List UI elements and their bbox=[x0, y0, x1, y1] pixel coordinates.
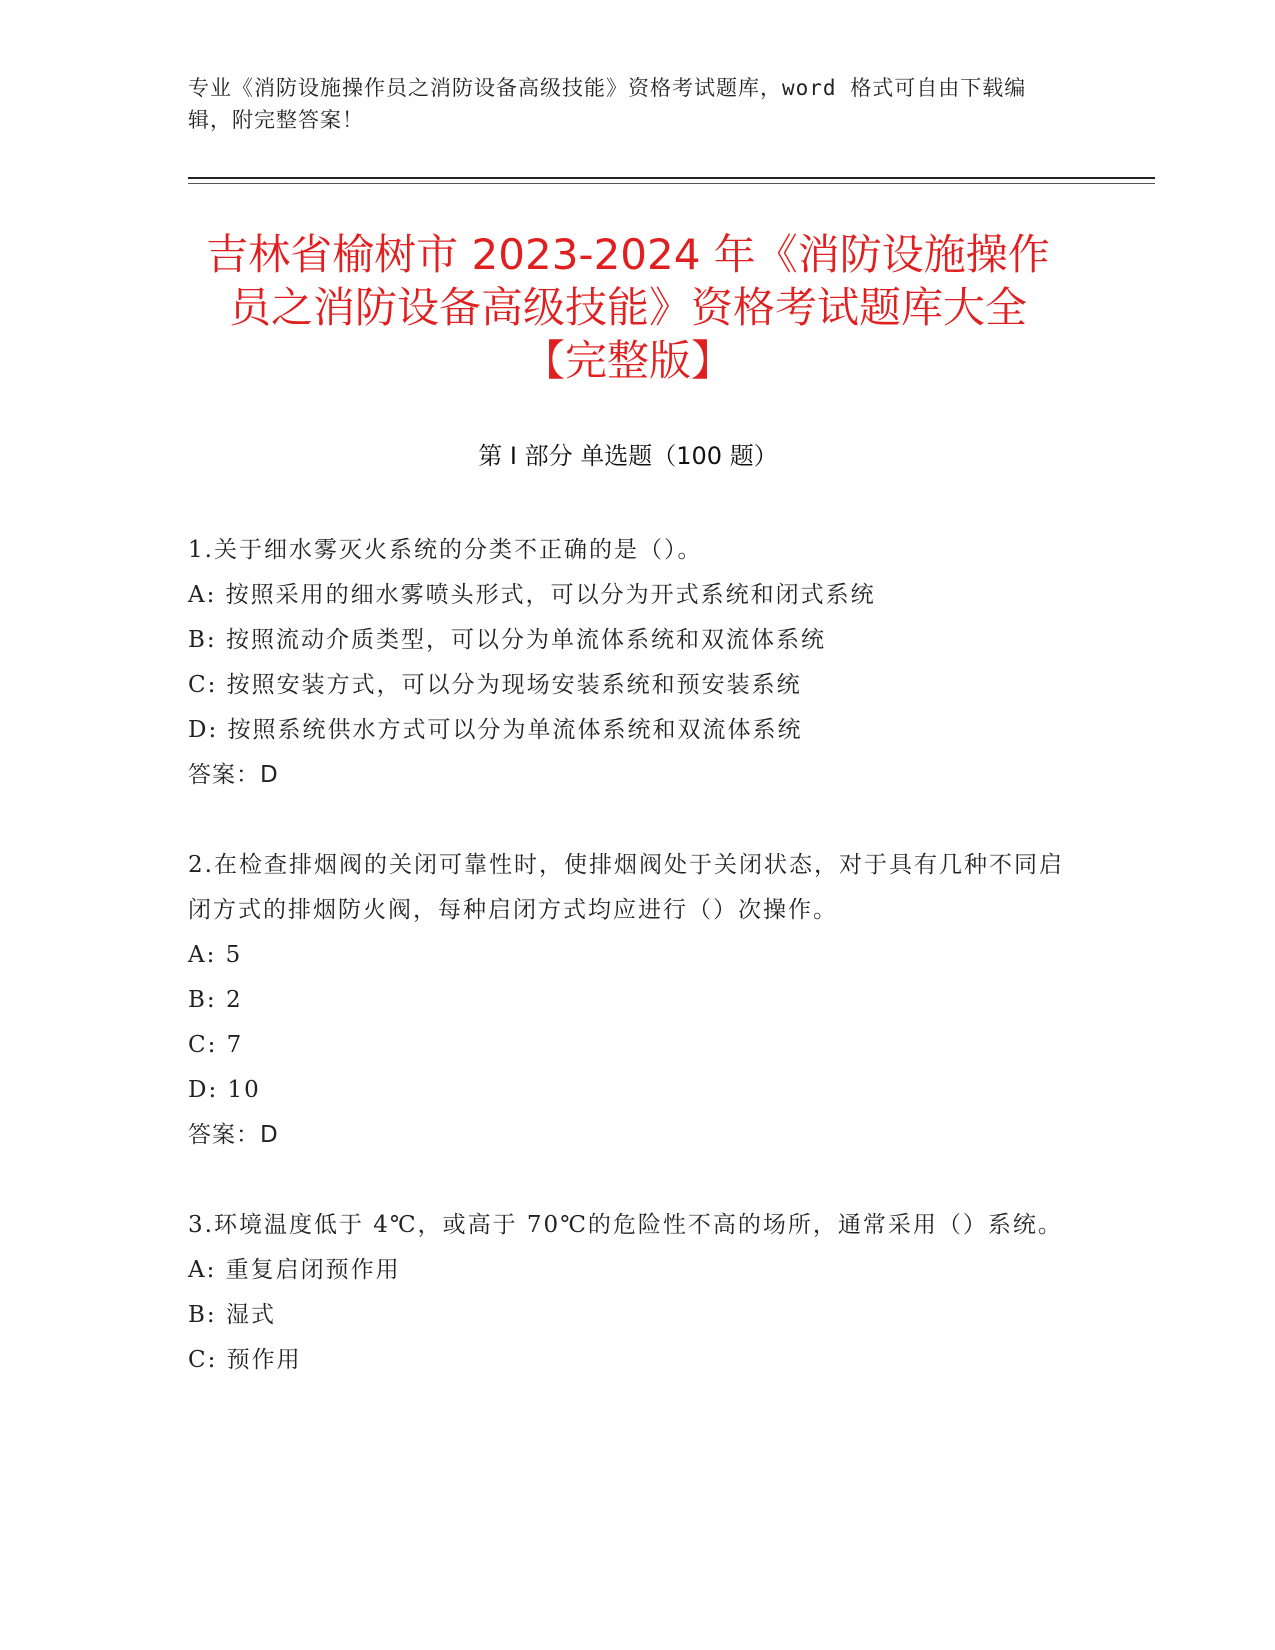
question-list bbox=[188, 528, 1068, 1428]
answer-line: 答案：D bbox=[188, 1122, 279, 1148]
question-2 bbox=[188, 843, 1068, 1158]
option-a: A: 按照采用的细水雾喷头形式，可以分为开式系统和闭式系统 bbox=[188, 582, 876, 608]
option-c: C: 预作用 bbox=[188, 1347, 302, 1373]
question-stem: 1.关于细水雾灭火系统的分类不正确的是（）。 bbox=[188, 537, 703, 563]
answer-line: 答案：D bbox=[188, 762, 279, 788]
option-c: C: 按照安装方式，可以分为现场安装系统和预安装系统 bbox=[188, 672, 802, 698]
option-b: B: 按照流动介质类型，可以分为单流体系统和双流体系统 bbox=[188, 627, 826, 653]
question-stem: 2.在检查排烟阀的关闭可靠性时，使排烟阀处于关闭状态，对于具有几种不同启闭方式的排烟防火阀，每种启闭方式均应进行（）次操作。 bbox=[188, 852, 1064, 923]
option-c: C: 7 bbox=[188, 1032, 244, 1058]
option-d: D: 按照系统供水方式可以分为单流体系统和双流体系统 bbox=[188, 717, 803, 743]
header-note: 专业《消防设施操作员之消防设备高级技能》资格考试题库，word 格式可自由下载编辑，附完整答案！ bbox=[188, 76, 1027, 132]
section-heading: 第 I 部分 单选题（100 题） bbox=[478, 442, 778, 470]
header-divider-thin bbox=[188, 183, 1155, 184]
option-b: B: 湿式 bbox=[188, 1302, 276, 1328]
question-1 bbox=[188, 528, 1068, 798]
option-b: B: 2 bbox=[188, 987, 243, 1013]
question-3 bbox=[188, 1203, 1068, 1383]
option-a: A: 5 bbox=[188, 942, 243, 968]
question-stem: 3.环境温度低于 4℃，或高于 70℃的危险性不高的场所，通常采用（）系统。 bbox=[188, 1212, 1063, 1238]
document-title: 吉林省榆树市 2023-2024 年《消防设施操作员之消防设备高级技能》资格考试题库大全【完整版】 bbox=[206, 230, 1050, 385]
option-d: D: 10 bbox=[188, 1077, 261, 1103]
header-divider bbox=[188, 177, 1155, 179]
option-a: A: 重复启闭预作用 bbox=[188, 1257, 401, 1283]
